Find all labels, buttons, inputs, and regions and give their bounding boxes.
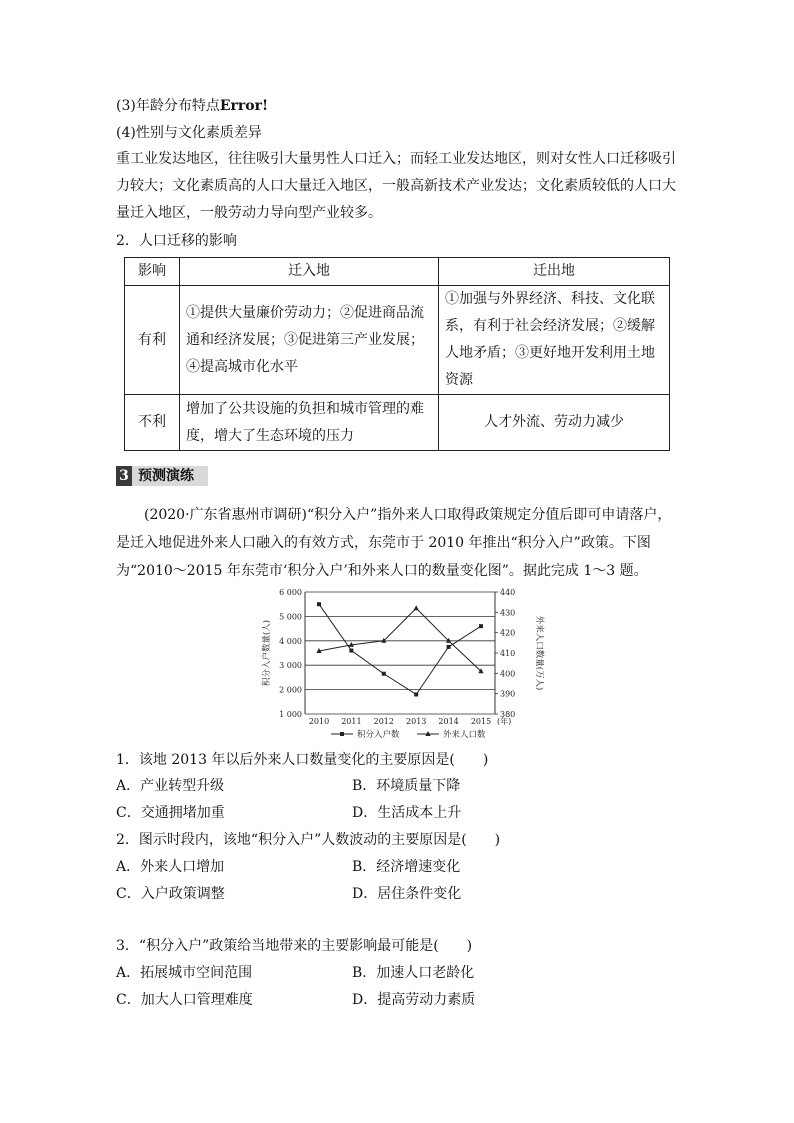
header-impact: 影响 <box>125 258 180 286</box>
x-tick-label: 2015 <box>470 717 492 726</box>
left-tick-label: 4 000 <box>279 636 302 646</box>
x-tick-label: 2012 <box>373 717 394 726</box>
x-tick-label: 2010 <box>308 717 330 726</box>
q3-option-c[interactable]: C．加大人口管理难度 <box>116 992 253 1008</box>
error-text: Error! <box>219 98 269 114</box>
influence-title: 2．人口迁移的影响 <box>116 233 237 249</box>
q2-option-d[interactable]: D．居住条件变化 <box>352 886 462 902</box>
left-tick-label: 2 000 <box>279 685 302 695</box>
left-axis-title: 积分入户数量(人) <box>262 619 272 687</box>
migration-impact-table <box>124 257 670 451</box>
left-tick-label: 6 000 <box>279 588 302 597</box>
age-line <box>116 96 268 116</box>
right-tick-label: 380 <box>500 710 516 719</box>
right-tick-label: 410 <box>500 649 516 658</box>
data-point-square <box>414 692 418 696</box>
question-3-stem: 3．“积分入户”政策给当地带来的主要影响最可能是( ) <box>116 938 473 954</box>
right-tick-label: 390 <box>500 689 516 699</box>
q1-option-c[interactable]: C．交通拥堵加重 <box>116 805 225 821</box>
data-point-square <box>447 645 451 649</box>
q3-option-d[interactable]: D．提高劳动力素质 <box>352 992 476 1008</box>
section-tag <box>116 466 208 486</box>
legend-marker-square <box>340 732 344 736</box>
q1-option-a[interactable]: A．产业转型升级 <box>116 778 225 794</box>
question-2-stem: 2．图示时段内，该地“积分入户”人数波动的主要原因是( ) <box>116 832 501 848</box>
data-point-square <box>349 649 353 653</box>
right-axis-title: 外来人口数量(万人) <box>534 615 544 691</box>
gender-heading: (4)性别与文化素质差异 <box>116 125 262 141</box>
left-tick-label: 5 000 <box>279 612 302 622</box>
x-unit-label: (年) <box>497 717 512 726</box>
age-heading: (3)年龄分布特点 <box>116 98 220 114</box>
header-in: 迁入地 <box>180 258 439 286</box>
row-label-bad: 不利 <box>125 395 180 451</box>
row-label-good: 有利 <box>125 286 180 395</box>
table-row <box>125 395 670 451</box>
q3-option-a[interactable]: A．拓展城市空间范围 <box>116 965 253 981</box>
data-point-square <box>317 602 321 606</box>
cell-good-in: ①提供大量廉价劳动力；②促进商品流通和经济发展；③促进第三产业发展；④提高城市化水平 <box>180 286 439 395</box>
q2-option-b[interactable]: B．经济增速变化 <box>352 859 461 875</box>
q3-option-b[interactable]: B．加速人口老龄化 <box>352 965 475 981</box>
population-chart <box>255 586 545 738</box>
intro-paragraph: (2020·广东省惠州市调研)“积分入户”指外来人口取得政策规定分值后即可申请落户，是迁入地促进外来人口融入的有效方式，东莞市于 2010 年推出“积分入户”政策。下图为“2010～2015 年东莞市‘积分入户’和外来人口的数量变化图”。据此完成 1～3 题。 <box>116 507 672 579</box>
q1-option-d[interactable]: D．生活成本上升 <box>352 805 462 821</box>
cell-good-out: ①加强与外界经济、科技、文化联系，有利于社会经济发展；②缓解人地矛盾；③更好地开发利用土地资源 <box>439 286 670 395</box>
cell-bad-out: 人才外流、劳动力减少 <box>439 395 670 451</box>
q2-option-a[interactable]: A．外来人口增加 <box>116 859 225 875</box>
right-tick-label: 400 <box>500 669 516 679</box>
right-tick-label: 430 <box>500 608 516 618</box>
right-tick-label: 420 <box>500 628 516 638</box>
legend-label-1: 积分入户数 <box>357 730 400 738</box>
x-tick-label: 2014 <box>438 717 459 726</box>
series-line-1 <box>319 604 481 694</box>
data-point-square <box>479 624 483 628</box>
cell-bad-in: 增加了公共设施的负担和城市管理的难度，增大了生态环境的压力 <box>180 395 439 451</box>
left-tick-label: 1 000 <box>279 710 302 719</box>
header-out: 迁出地 <box>439 258 670 286</box>
table-header-row <box>125 258 670 286</box>
data-point-square <box>382 672 386 676</box>
legend-label-2: 外来人口数 <box>443 730 486 738</box>
section-title: 预测演练 <box>138 468 194 484</box>
question-1-stem: 1．该地 2013 年以后外来人口数量变化的主要原因是( ) <box>116 752 489 768</box>
right-tick-label: 440 <box>500 588 516 597</box>
data-point-triangle <box>414 605 419 610</box>
q2-option-c[interactable]: C．入户政策调整 <box>116 886 225 902</box>
section-number: 3 <box>116 466 132 486</box>
table-row <box>125 286 670 395</box>
left-tick-label: 3 000 <box>279 661 302 671</box>
x-tick-label: 2013 <box>406 717 427 726</box>
x-tick-label: 2011 <box>341 717 362 726</box>
q1-option-b[interactable]: B．环境质量下降 <box>352 778 461 794</box>
gender-paragraph: 重工业发达地区，往往吸引大量男性人口迁入；而轻工业发达地区，则对女性人口迁移吸引力较大；文化素质高的人口大量迁入地区，一般高新技术产业发达；文化素质较低的人口大量迁入地区，一般劳动力导向型产业较多。 <box>116 151 676 221</box>
